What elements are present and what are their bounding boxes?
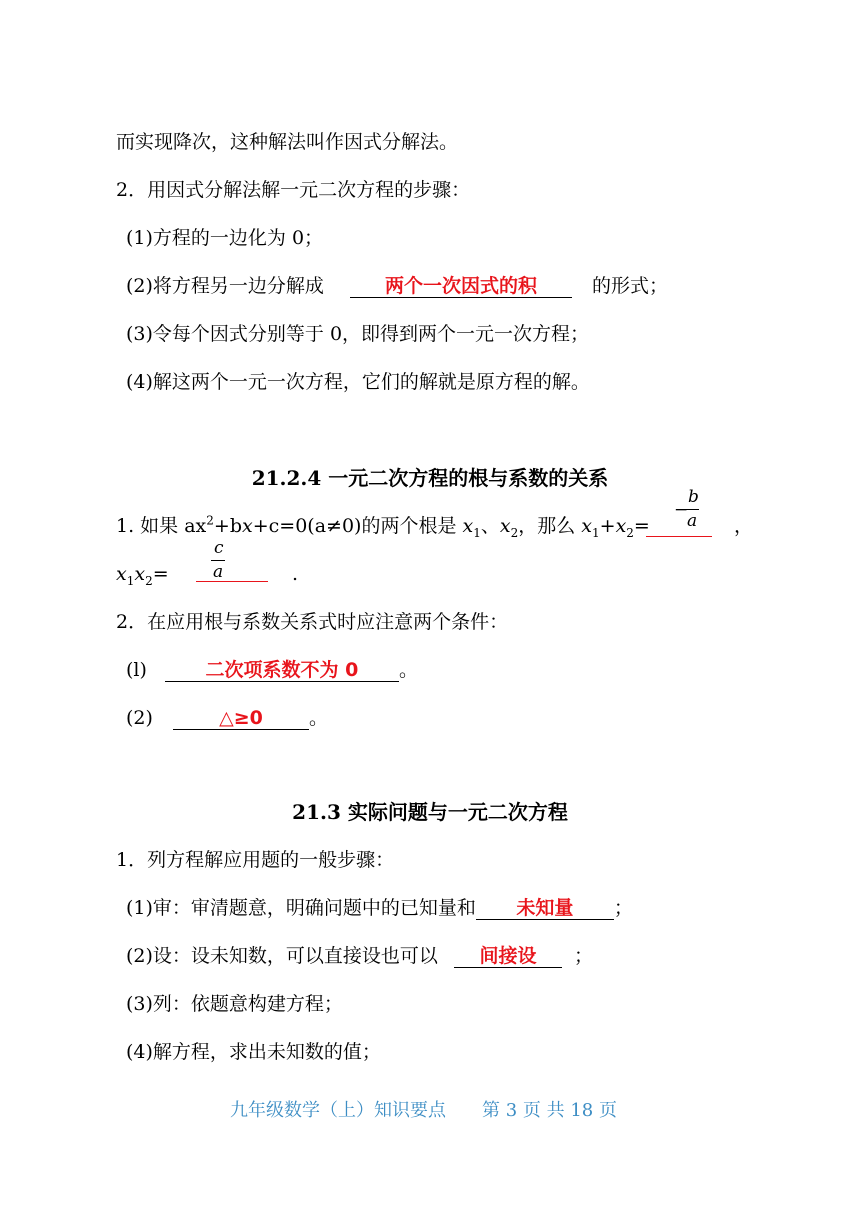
item-line (116, 514, 650, 538)
text: +b (213, 515, 242, 537)
answer-text: 两个一次因式的积 (384, 275, 537, 297)
text: + (599, 515, 616, 537)
text: 。 (398, 659, 418, 681)
answer-text: 未知量 (516, 897, 574, 919)
answer-blank (165, 659, 399, 682)
step-item (126, 896, 633, 920)
subscript: 1 (126, 573, 135, 588)
step-item: (4)解这两个一元一次方程，它们的解就是原方程的解。 (126, 371, 590, 393)
variable: x (134, 563, 146, 585)
answer-text: 间接设 (479, 945, 537, 967)
variable: x (581, 515, 592, 537)
period: . (292, 563, 299, 585)
answer-blank (476, 897, 614, 920)
text: ； (613, 897, 633, 919)
text: 、 (480, 515, 500, 537)
step-text: 的形式； (592, 275, 669, 297)
fraction-bar (211, 560, 225, 561)
answer-blank (173, 707, 309, 730)
text: +c=0(a≠0)的两个根是 (252, 515, 463, 537)
text: = (633, 515, 650, 537)
fraction-numerator: b (688, 487, 699, 507)
item-line (116, 562, 169, 586)
fraction-numerator: c (214, 538, 224, 558)
page-number: 第 3 页 共 18 页 (482, 1100, 617, 1121)
list-item-heading: 2．在应用根与系数关系式时应注意两个条件： (116, 611, 509, 633)
condition-item (126, 658, 418, 682)
step-item (126, 944, 593, 968)
answer-underline (646, 536, 712, 537)
variable: x (462, 515, 474, 537)
text: 。 (308, 707, 328, 729)
fraction-minus: − (674, 500, 689, 520)
footer-title: 九年级数学（上）知识要点 (230, 1100, 446, 1121)
step-item: (3)列：依题意构建方程； (126, 993, 343, 1015)
text: 1. 如果 (116, 515, 185, 537)
text: = (152, 563, 169, 585)
answer-blank (454, 945, 562, 968)
text: (2) (126, 707, 153, 729)
variable: x (242, 515, 253, 537)
fraction-denominator: a (687, 511, 698, 531)
variable: x (615, 515, 627, 537)
fraction-bar (685, 509, 699, 510)
comma: ， (734, 515, 754, 537)
step-item (126, 274, 668, 298)
step-item: (3)令每个因式分别等于 0，即得到两个一元一次方程； (126, 323, 590, 345)
subscript: 2 (626, 525, 634, 540)
superscript: 2 (206, 513, 214, 528)
step-item: (1)方程的一边化为 0； (126, 227, 324, 249)
condition-item (126, 706, 328, 730)
text: ； (573, 945, 593, 967)
text: (1)审：审清题意，明确问题中的已知量和 (126, 897, 476, 919)
step-text: (2)将方程另一边分解成 (126, 275, 324, 297)
answer-text: △≥0 (219, 707, 263, 729)
text: ，那么 (518, 515, 582, 537)
section-title: 21.2.4 一元二次方程的根与系数的关系 (251, 466, 609, 490)
fraction-denominator: a (213, 562, 224, 582)
variable: x (499, 515, 511, 537)
answer-blank (350, 275, 572, 298)
text: (l) (126, 659, 147, 681)
step-item: (4)解方程，求出未知数的值； (126, 1041, 381, 1063)
list-item-heading: 2．用因式分解法解一元二次方程的步骤： (116, 179, 471, 201)
answer-underline (196, 581, 268, 582)
answer-text: 二次项系数不为 0 (205, 659, 359, 681)
text: (2)设：设未知数，可以直接设也可以 (126, 945, 438, 967)
section-title: 21.3 实际问题与一元二次方程 (292, 800, 568, 824)
subscript: 1 (473, 525, 481, 540)
subscript: 2 (510, 525, 519, 540)
text-line: 而实现降次，这种解法叫作因式分解法。 (116, 131, 459, 153)
text: ax (184, 515, 207, 537)
list-item-heading: 1．列方程解应用题的一般步骤： (116, 849, 395, 871)
subscript: 1 (592, 525, 600, 540)
variable: x (116, 563, 127, 585)
subscript: 2 (145, 573, 153, 588)
